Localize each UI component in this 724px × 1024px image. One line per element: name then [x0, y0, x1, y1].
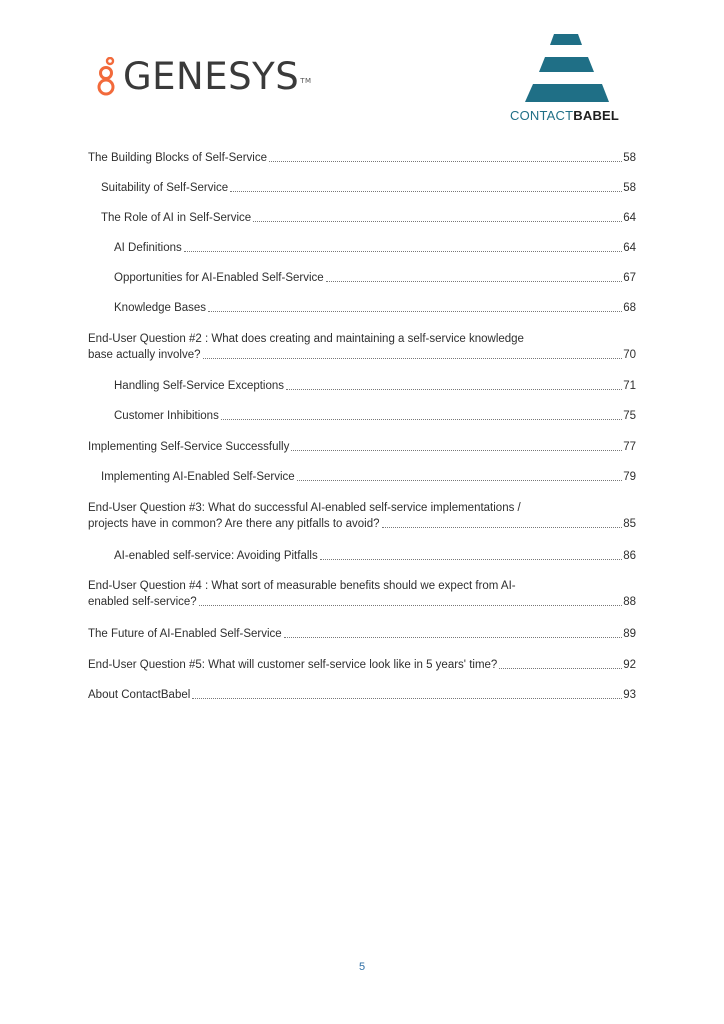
toc-leader: [184, 250, 622, 252]
genesys-mark-icon: [95, 57, 117, 97]
toc-leader: [284, 636, 623, 638]
toc-entry-page: 88: [623, 596, 636, 608]
toc-entry-title-line1: End-User Question #2 : What does creating and maintaining a self-service knowledge: [88, 333, 524, 345]
toc-entry-page: 58: [623, 152, 636, 164]
toc-entry-title-line1: End-User Question #3: What do successful AI-enabled self-service implementations /: [88, 502, 521, 514]
toc-entry-page: 93: [623, 689, 636, 701]
toc-entry-title: Customer Inhibitions: [114, 410, 219, 422]
trademark-symbol: TM: [300, 77, 312, 85]
toc-leader: [320, 558, 623, 560]
toc-leader: [499, 667, 622, 669]
toc-entry-page: 58: [623, 182, 636, 194]
toc-entry-page: 64: [623, 242, 636, 254]
contactbabel-wordmark-light: CONTACT: [510, 108, 574, 123]
toc-entry[interactable]: [88, 180, 636, 196]
toc-entry-page: 75: [623, 410, 636, 422]
toc-entry-title: Implementing Self-Service Successfully: [88, 441, 290, 453]
toc-entry-title: Suitability of Self-Service: [101, 182, 229, 194]
toc-entry[interactable]: [88, 240, 636, 256]
toc-entry-page: 92: [623, 659, 636, 671]
toc-leader: [253, 220, 622, 222]
toc-leader: [199, 604, 623, 606]
toc-entry[interactable]: [88, 150, 636, 166]
toc-leader: [291, 449, 622, 451]
toc-entry[interactable]: [88, 439, 636, 455]
toc-leader: [230, 190, 622, 192]
toc-entry-title: Knowledge Bases: [114, 302, 207, 314]
toc-entry-page: 67: [623, 272, 636, 284]
toc-entry-title: The Future of AI-Enabled Self-Service: [88, 628, 282, 640]
toc-entry[interactable]: [88, 687, 636, 703]
toc-entry-title: Opportunities for AI-Enabled Self-Service: [114, 272, 324, 284]
toc-entry[interactable]: [88, 408, 636, 424]
toc-entry-title: AI-enabled self-service: Avoiding Pitfalls: [114, 550, 318, 562]
toc-leader: [269, 160, 622, 162]
toc-entry[interactable]: [88, 300, 636, 316]
toc-entry-page: 68: [623, 302, 636, 314]
toc-entry[interactable]: [88, 331, 636, 363]
toc-leader: [208, 310, 622, 312]
contactbabel-wordmark-bold: BABEL: [573, 108, 620, 123]
toc-leader: [221, 418, 622, 420]
toc-leader: [382, 526, 623, 528]
toc-leader: [286, 388, 622, 390]
genesys-wordmark: GENESYS™: [123, 55, 312, 98]
toc-entry-title: Implementing AI-Enabled Self-Service: [101, 471, 295, 483]
toc-entry[interactable]: [88, 378, 636, 394]
pyramid-icon: [505, 32, 633, 106]
toc-entry[interactable]: [88, 210, 636, 226]
toc-entry[interactable]: [88, 578, 636, 610]
toc-entry-page: 86: [623, 550, 636, 562]
toc-entry[interactable]: [88, 500, 636, 532]
toc-leader: [192, 697, 622, 699]
toc-entry-title: The Building Blocks of Self-Service: [88, 152, 267, 164]
toc-entry-page: 64: [623, 212, 636, 224]
genesys-logo: [95, 57, 312, 97]
toc-entry-title-line1: End-User Question #4 : What sort of measurable benefits should we expect from AI-: [88, 580, 516, 592]
toc-entry-page: 85: [623, 518, 636, 530]
toc-entry-page: 89: [623, 628, 636, 640]
toc-leader: [297, 479, 623, 481]
toc-entry[interactable]: [88, 548, 636, 564]
toc-entry-title: Handling Self-Service Exceptions: [114, 380, 285, 392]
contactbabel-wordmark: [510, 108, 619, 124]
toc-entry-page: 71: [623, 380, 636, 392]
toc-entry[interactable]: [88, 270, 636, 286]
toc-entry[interactable]: [88, 626, 636, 642]
toc-entry-title: End-User Question #5: What will customer self-service look like in 5 years' time?: [88, 659, 498, 671]
toc-entry-page: 70: [623, 349, 636, 361]
toc-entry-page: 79: [623, 471, 636, 483]
toc-entry[interactable]: [88, 657, 636, 673]
toc-entry-title: About ContactBabel: [88, 689, 191, 701]
toc-entry[interactable]: [88, 469, 636, 485]
page-number: 5: [358, 961, 366, 973]
toc-entry-title: enabled self-service?: [88, 596, 197, 608]
toc-leader: [203, 357, 623, 359]
toc-entry-title: base actually involve?: [88, 349, 201, 361]
toc-entry-title: The Role of AI in Self-Service: [101, 212, 252, 224]
toc-leader: [326, 280, 623, 282]
toc-entry-title: projects have in common? Are there any pitfalls to avoid?: [88, 518, 380, 530]
contactbabel-logo: [505, 32, 633, 124]
toc-entry-page: 77: [623, 441, 636, 453]
toc-entry-title: AI Definitions: [114, 242, 182, 254]
